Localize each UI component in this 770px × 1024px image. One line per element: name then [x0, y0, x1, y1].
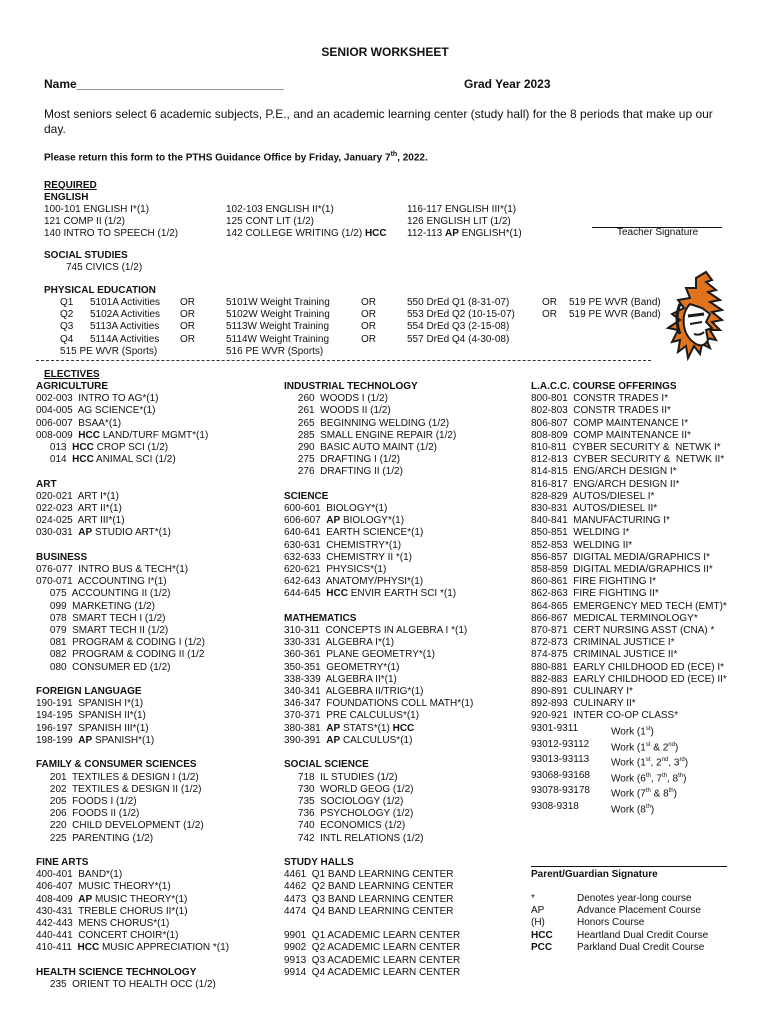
- spacer: [284, 747, 473, 759]
- pe-sports-2: 516 PE WVR (Sports): [226, 346, 324, 357]
- legend-key: AP: [531, 905, 545, 917]
- course-item: 718 IL STUDIES (1/2): [284, 771, 398, 783]
- pe-item: 5114A Activities: [90, 333, 160, 345]
- course-tag: HCC: [392, 722, 415, 734]
- course-item: 079 SMART TECH II (1/2): [36, 625, 169, 637]
- course-item: 840-841 MANUFACTURING I*: [531, 515, 670, 527]
- course-item: 080 CONSUMER ED (1/2): [36, 661, 171, 673]
- spacer: [36, 845, 229, 857]
- course-item: 880-881 EARLY CHILDHOOD ED (ECE) I*: [531, 661, 725, 673]
- work-item: [531, 754, 688, 770]
- work-code: 93013-93113: [531, 754, 590, 766]
- intro-text: Most seniors select 6 academic subjects, P.E., and an academic learning center (study hall) for the 8 periods that make up our day.: [44, 107, 713, 136]
- course-item: 735 SOCIOLOGY (1/2): [284, 795, 404, 807]
- course-item: [36, 430, 229, 442]
- course-item: 600-601 BIOLOGY*(1): [284, 503, 388, 515]
- course-item: 078 SMART TECH I (1/2): [36, 612, 166, 624]
- work-code: 9301-9311: [531, 723, 579, 734]
- return-note: Please return this form to the PTHS Guidance Office by Friday, January 7th, 2022.: [44, 151, 428, 164]
- course-item: 9901 Q1 ACADEMIC LEARN CENTER: [284, 930, 461, 942]
- pe-item: 554 DrEd Q3 (2-15-08): [407, 321, 510, 333]
- work-item: [531, 723, 688, 739]
- legend-desc: Heartland Dual Credit Course: [577, 929, 709, 941]
- english-item: 125 CONT LIT (1/2): [226, 216, 314, 228]
- category-heading: FINE ARTS: [36, 856, 89, 868]
- or-label: OR: [180, 297, 195, 308]
- course-item: 816-817 ENG/ARCH DESIGN II*: [531, 478, 680, 490]
- course-name: CROP SCI (1/2): [93, 442, 169, 454]
- work-period: Work (7th & 8th): [611, 788, 677, 800]
- course-item: 290 BASIC AUTO MAINT (1/2): [284, 442, 438, 454]
- course-item: 201 TEXTILES & DESIGN I (1/2): [36, 771, 199, 783]
- category-heading: ART: [36, 478, 57, 490]
- course-item: 275 DRAFTING I (1/2): [284, 454, 401, 466]
- course-item: 075 ACCOUNTING II (1/2): [36, 588, 171, 600]
- course-item: 205 FOODS I (1/2): [36, 795, 137, 807]
- course-item: [36, 735, 229, 747]
- course-code: 013: [36, 442, 73, 454]
- english-item: 116-117 ENGLISH III*(1): [407, 204, 517, 215]
- course-item: 440-441 CONCERT CHOIR*(1): [36, 930, 179, 942]
- course-item: 9913 Q3 ACADEMIC LEARN CENTER: [284, 954, 461, 966]
- work-code: 93068-93168: [531, 769, 590, 781]
- course-name: SPANISH*(1): [92, 734, 155, 746]
- course-item: 346-347 FOUNDATIONS COLL MATH*(1): [284, 698, 474, 710]
- course-item: 285 SMALL ENGINE REPAIR (1/2): [284, 429, 457, 441]
- course-name: ENVIR EARTH SCI *(1): [347, 588, 457, 600]
- pe-item: 5102A Activities: [90, 309, 161, 321]
- spacer: [36, 747, 229, 759]
- course-item: 4461 Q1 BAND LEARNING CENTER: [284, 869, 454, 881]
- course-item: 261 WOODS II (1/2): [284, 405, 391, 417]
- category-heading: BUSINESS: [36, 551, 88, 563]
- or-label: OR: [361, 309, 376, 321]
- english-item: 102-103 ENGLISH II*(1): [226, 204, 334, 215]
- spacer: [284, 845, 473, 857]
- course-item: 862-863 FIRE FIGHTING II*: [531, 588, 659, 600]
- course-item: 620-621 PHYSICS*(1): [284, 564, 387, 576]
- course-item: [36, 527, 229, 539]
- course-item: 265 BEGINNING WELDING (1/2): [284, 417, 450, 429]
- category-heading: FOREIGN LANGUAGE: [36, 686, 142, 698]
- course-tag: HCC: [78, 429, 100, 441]
- course-item: 220 CHILD DEVELOPMENT (1/2): [36, 820, 204, 832]
- english-item: 140 INTRO TO SPEECH (1/2): [44, 228, 179, 240]
- course-item: 350-351 GEOMETRY*(1): [284, 661, 400, 673]
- course-item: 874-875 CRIMINAL JUSTICE II*: [531, 649, 678, 661]
- course-item: 742 INTL RELATIONS (1/2): [284, 832, 424, 844]
- english-column-1: [44, 204, 178, 241]
- legend-desc: Honors Course: [577, 917, 645, 929]
- english-heading: ENGLISH: [44, 192, 89, 203]
- course-item: 4474 Q4 BAND LEARNING CENTER: [284, 905, 454, 917]
- pe-quarter: Q1: [60, 297, 74, 308]
- course-item: 806-807 COMP MAINTENANCE I*: [531, 417, 689, 429]
- course-tag: AP: [326, 722, 341, 734]
- course-name: MUSIC THEORY*(1): [92, 893, 188, 905]
- pe-item: 557 DrEd Q4 (4-30-08): [407, 333, 510, 345]
- category-heading: HEALTH SCIENCE TECHNOLOGY: [36, 966, 197, 978]
- english-column-2: [226, 204, 387, 241]
- english-item: 112-113 AP ENGLISH*(1): [407, 228, 522, 240]
- course-item: 442-443 MENS CHORUS*(1): [36, 917, 170, 929]
- course-item: 892-893 CULINARY II*: [531, 698, 636, 710]
- work-item: [531, 739, 688, 755]
- work-item: [531, 770, 688, 786]
- course-item: 828-829 AUTOS/DIESEL I*: [531, 490, 655, 502]
- pe-item: 5102W Weight Training: [226, 309, 330, 321]
- course-item: 800-801 CONSTR TRADES I*: [531, 393, 669, 405]
- work-period: Work (8th): [611, 803, 655, 815]
- course-item: [284, 515, 473, 527]
- electives-column-2: [284, 381, 473, 979]
- category-heading: FAMILY & CONSUMER SCIENCES: [36, 759, 197, 771]
- course-item: 810-811 CYBER SECURITY & NETWK I*: [531, 442, 721, 454]
- pe-item: 550 DrEd Q1 (8-31-07): [407, 297, 510, 308]
- work-period: Work (1st & 2nd): [611, 741, 679, 753]
- course-code: 030-031: [36, 527, 79, 539]
- or-label: OR: [542, 309, 557, 321]
- spacer: [36, 674, 229, 686]
- course-code: 408-409: [36, 893, 79, 905]
- course-item: 430-431 TREBLE CHORUS II*(1): [36, 905, 188, 917]
- pe-sports-1: 515 PE WVR (Sports): [60, 346, 158, 357]
- legend-row: [531, 905, 708, 917]
- course-item: 206 FOODS II (1/2): [36, 808, 140, 820]
- course-item: 642-643 ANATOMY/PHYSI*(1): [284, 576, 424, 588]
- work-code: 9308-9318: [531, 800, 579, 812]
- course-item: 864-865 EMERGENCY MED TECH (EMT)*: [531, 600, 727, 612]
- course-item: 736 PSYCHOLOGY (1/2): [284, 808, 414, 820]
- course-item: 406-407 MUSIC THEORY*(1): [36, 881, 171, 893]
- legend-desc: Advance Placement Course: [577, 905, 701, 917]
- english-item: 142 COLLEGE WRITING (1/2) HCC: [226, 228, 387, 240]
- course-item: 370-371 PRE CALCULUS*(1): [284, 710, 420, 722]
- course-name: MUSIC APPRECIATION *(1): [99, 942, 230, 954]
- course-item: 856-857 DIGITAL MEDIA/GRAPHICS I*: [531, 551, 710, 563]
- course-tag: HCC: [326, 588, 348, 600]
- spacer: [36, 540, 229, 552]
- course-item: 225 PARENTING (1/2): [36, 832, 154, 844]
- spacer: [284, 479, 473, 491]
- course-item: [36, 454, 229, 466]
- course-name: LAND/TURF MGMT*(1): [99, 429, 209, 441]
- english-column-3: [407, 204, 522, 241]
- course-item: 006-007 BSAA*(1): [36, 417, 122, 429]
- legend-desc: Denotes year-long course: [577, 893, 692, 904]
- course-name: BIOLOGY*(1): [340, 515, 405, 527]
- course-item: 022-023 ART II*(1): [36, 503, 122, 515]
- legend-key: HCC: [531, 929, 553, 941]
- course-item: 4462 Q2 BAND LEARNING CENTER: [284, 881, 454, 893]
- course-tag: AP: [326, 515, 341, 527]
- pe-quarter: Q4: [60, 333, 74, 345]
- course-item: 4473 Q3 BAND LEARNING CENTER: [284, 893, 454, 905]
- course-item: 194-195 SPANISH II*(1): [36, 710, 146, 722]
- spacer: [284, 601, 473, 613]
- course-item: 850-851 WELDING I*: [531, 527, 630, 539]
- course-item: [36, 942, 229, 954]
- page-title: SENIOR WORKSHEET: [321, 45, 449, 59]
- course-item: 082 PROGRAM & CODING II (1/2: [36, 649, 205, 661]
- course-item: [36, 442, 229, 454]
- course-item: 360-361 PLANE GEOMETRY*(1): [284, 649, 435, 661]
- pe-item: 519 PE WVR (Band): [569, 309, 661, 321]
- course-item: 235 ORIENT TO HEALTH OCC (1/2): [36, 978, 216, 990]
- parent-signature-line[interactable]: [531, 866, 727, 867]
- or-label: OR: [180, 309, 195, 321]
- or-label: OR: [180, 333, 195, 345]
- or-label: OR: [180, 321, 195, 333]
- course-item: 260 WOODS I (1/2): [284, 393, 388, 405]
- pe-heading: PHYSICAL EDUCATION: [44, 285, 156, 296]
- course-item: 890-891 CULINARY I*: [531, 686, 633, 698]
- course-item: 202 TEXTILES & DESIGN II (1/2): [36, 783, 202, 795]
- course-code: 380-381: [284, 722, 327, 734]
- category-heading: MATHEMATICS: [284, 612, 357, 624]
- work-period: Work (1st, 2nd, 3rd): [611, 757, 689, 769]
- pe-item: 5113W Weight Training: [226, 321, 330, 333]
- required-heading: REQUIRED: [44, 180, 97, 191]
- pe-item: 5101W Weight Training: [226, 297, 330, 308]
- legend-row: [531, 942, 708, 954]
- course-item: 002-003 INTRO TO AG*(1): [36, 393, 159, 405]
- course-name: STUDIO ART*(1): [92, 527, 171, 539]
- legend-key: PCC: [531, 941, 553, 953]
- course-item: 882-883 EARLY CHILDHOOD ED (ECE) II*: [531, 673, 727, 685]
- work-column: [531, 723, 688, 816]
- course-tag: AP: [78, 893, 93, 905]
- course-item: 099 MARKETING (1/2): [36, 600, 155, 612]
- pe-or-column: [180, 297, 195, 346]
- pe-band: [569, 297, 661, 321]
- course-item: 400-401 BAND*(1): [36, 869, 123, 881]
- course-item: 920-921 INTER CO-OP CLASS*: [531, 710, 679, 722]
- course-item: 076-077 INTRO BUS & TECH*(1): [36, 564, 189, 576]
- course-item: 276 DRAFTING II (1/2): [284, 466, 403, 478]
- electives-column-1: [36, 381, 229, 991]
- teacher-signature-label: Teacher Signature: [617, 227, 699, 238]
- course-item: 808-809 COMP MAINTENANCE II*: [531, 429, 691, 441]
- course-item: 860-861 FIRE FIGHTING I*: [531, 576, 657, 588]
- pe-quarter: Q3: [60, 321, 74, 333]
- pe-item: 519 PE WVR (Band): [569, 297, 661, 308]
- warrior-head-logo: [660, 268, 738, 364]
- course-item: 004-005 AG SCIENCE*(1): [36, 405, 156, 417]
- category-heading: L.A.C.C. COURSE OFFERINGS: [531, 381, 677, 392]
- work-period: Work (6th, 7th, 8th): [611, 772, 687, 784]
- course-name: STATS*(1): [340, 722, 393, 734]
- course-code: 014: [36, 454, 73, 466]
- course-item: 830-831 AUTOS/DIESEL II*: [531, 503, 658, 515]
- course-tag: HCC: [72, 454, 94, 466]
- course-item: 9902 Q2 ACADEMIC LEARN CENTER: [284, 942, 461, 954]
- section-divider: [36, 360, 651, 361]
- category-heading: SCIENCE: [284, 490, 329, 502]
- social-studies-heading: SOCIAL STUDIES: [44, 250, 128, 261]
- electives-column-3: [531, 381, 727, 723]
- legend-key: (H): [531, 917, 545, 929]
- course-name: ANIMAL SCI (1/2): [93, 454, 176, 466]
- legend: [531, 893, 708, 954]
- english-item: 121 COMP II (1/2): [44, 216, 125, 228]
- category-heading: AGRICULTURE: [36, 381, 109, 392]
- course-item: 730 WORLD GEOG (1/2): [284, 783, 414, 795]
- or-label: OR: [361, 321, 376, 333]
- pe-item: 553 DrEd Q2 (10-15-07): [407, 309, 515, 321]
- pe-item: 5101A Activities: [90, 297, 161, 308]
- course-item: 812-813 CYBER SECURITY & NETWK II*: [531, 454, 725, 466]
- course-item: 814-815 ENG/ARCH DESIGN I*: [531, 466, 677, 478]
- course-item: 190-191 SPANISH I*(1): [36, 698, 144, 710]
- course-tag: HCC: [72, 442, 94, 454]
- legend-desc: Parkland Dual Credit Course: [577, 941, 705, 953]
- pe-item: 5114W Weight Training: [226, 333, 330, 345]
- legend-row: [531, 917, 708, 929]
- course-item: 632-633 CHEMISTRY II *(1): [284, 551, 413, 563]
- course-tag: HCC: [77, 942, 100, 954]
- pe-or-column: [361, 297, 376, 346]
- spacer: [36, 955, 229, 967]
- electives-heading: ELECTIVES: [44, 369, 100, 380]
- course-item: [36, 894, 229, 906]
- pe-quarter: Q2: [60, 309, 74, 321]
- name-field-label[interactable]: Name_______________________________: [44, 77, 284, 91]
- work-code: 93078-93178: [531, 785, 590, 797]
- pe-weights: [226, 297, 330, 346]
- course-code: 410-411: [36, 942, 78, 954]
- english-item: 100-101 ENGLISH I*(1): [44, 204, 150, 215]
- or-label: OR: [361, 297, 376, 308]
- course-item: 872-873 CRIMINAL JUSTICE I*: [531, 637, 675, 649]
- parent-signature-label: Parent/Guardian Signature: [531, 869, 658, 880]
- category-heading: SOCIAL SCIENCE: [284, 759, 369, 771]
- work-item: [531, 801, 688, 817]
- or-label: OR: [361, 333, 376, 345]
- course-item: 870-871 CERT NURSING ASST (CNA) *: [531, 625, 715, 637]
- pe-or-column: [542, 297, 557, 321]
- legend-key: *: [531, 893, 535, 904]
- or-label: OR: [542, 297, 557, 308]
- pe-activities: [90, 297, 160, 346]
- course-item: 081 PROGRAM & CODING I (1/2): [36, 637, 205, 649]
- course-tag: AP: [78, 734, 93, 746]
- course-item: 340-341 ALGEBRA II/TRIG*(1): [284, 686, 424, 698]
- course-item: 630-631 CHEMISTRY*(1): [284, 539, 402, 551]
- course-item: 858-859 DIGITAL MEDIA/GRAPHICS II*: [531, 564, 713, 576]
- course-item: 310-311 CONCEPTS IN ALGEBRA I *(1): [284, 625, 468, 637]
- legend-row: [531, 930, 708, 942]
- course-item: [284, 735, 473, 747]
- course-item: 852-853 WELDING II*: [531, 539, 633, 551]
- course-item: 020-021 ART I*(1): [36, 490, 120, 502]
- course-code: 008-009: [36, 429, 79, 441]
- category-heading: STUDY HALLS: [284, 856, 354, 868]
- course-item: [284, 723, 473, 735]
- pe-driver-ed: [407, 297, 515, 346]
- course-tag: AP: [326, 734, 341, 746]
- category-heading: INDUSTRIAL TECHNOLOGY: [284, 381, 418, 392]
- course-item: 196-197 SPANISH III*(1): [36, 722, 149, 734]
- spacer: [284, 918, 473, 930]
- course-code: 606-607: [284, 515, 327, 527]
- course-item: 802-803 CONSTR TRADES II*: [531, 405, 671, 417]
- course-item: 070-071 ACCOUNTING I*(1): [36, 576, 167, 588]
- course-item: 9914 Q4 ACADEMIC LEARN CENTER: [284, 966, 461, 978]
- work-code: 93012-93112: [531, 738, 590, 750]
- course-item: 640-641 EARTH SCIENCE*(1): [284, 527, 424, 539]
- course-tag: AP: [78, 527, 93, 539]
- course-item: 866-867 MEDICAL TERMINOLOGY*: [531, 612, 698, 624]
- course-item: 338-339 ALGEBRA II*(1): [284, 673, 397, 685]
- legend-row: [531, 893, 708, 905]
- spacer: [36, 466, 229, 478]
- course-name: CALCULUS*(1): [340, 734, 413, 746]
- course-code: 644-645: [284, 588, 327, 600]
- civics-item: 745 CIVICS (1/2): [66, 262, 143, 273]
- work-period: Work (1st): [611, 726, 654, 738]
- course-item: 024-025 ART III*(1): [36, 515, 125, 527]
- course-item: 330-331 ALGEBRA I*(1): [284, 637, 395, 649]
- course-item: 740 ECONOMICS (1/2): [284, 820, 406, 832]
- grad-year: Grad Year 2023: [464, 77, 551, 91]
- course-code: 198-199: [36, 734, 79, 746]
- pe-item: 5113A Activities: [90, 321, 160, 333]
- english-item: 126 ENGLISH LIT (1/2): [407, 216, 511, 228]
- pe-quarters: [60, 297, 73, 346]
- work-item: [531, 785, 688, 801]
- course-code: 390-391: [284, 734, 327, 746]
- course-item: [284, 588, 473, 600]
